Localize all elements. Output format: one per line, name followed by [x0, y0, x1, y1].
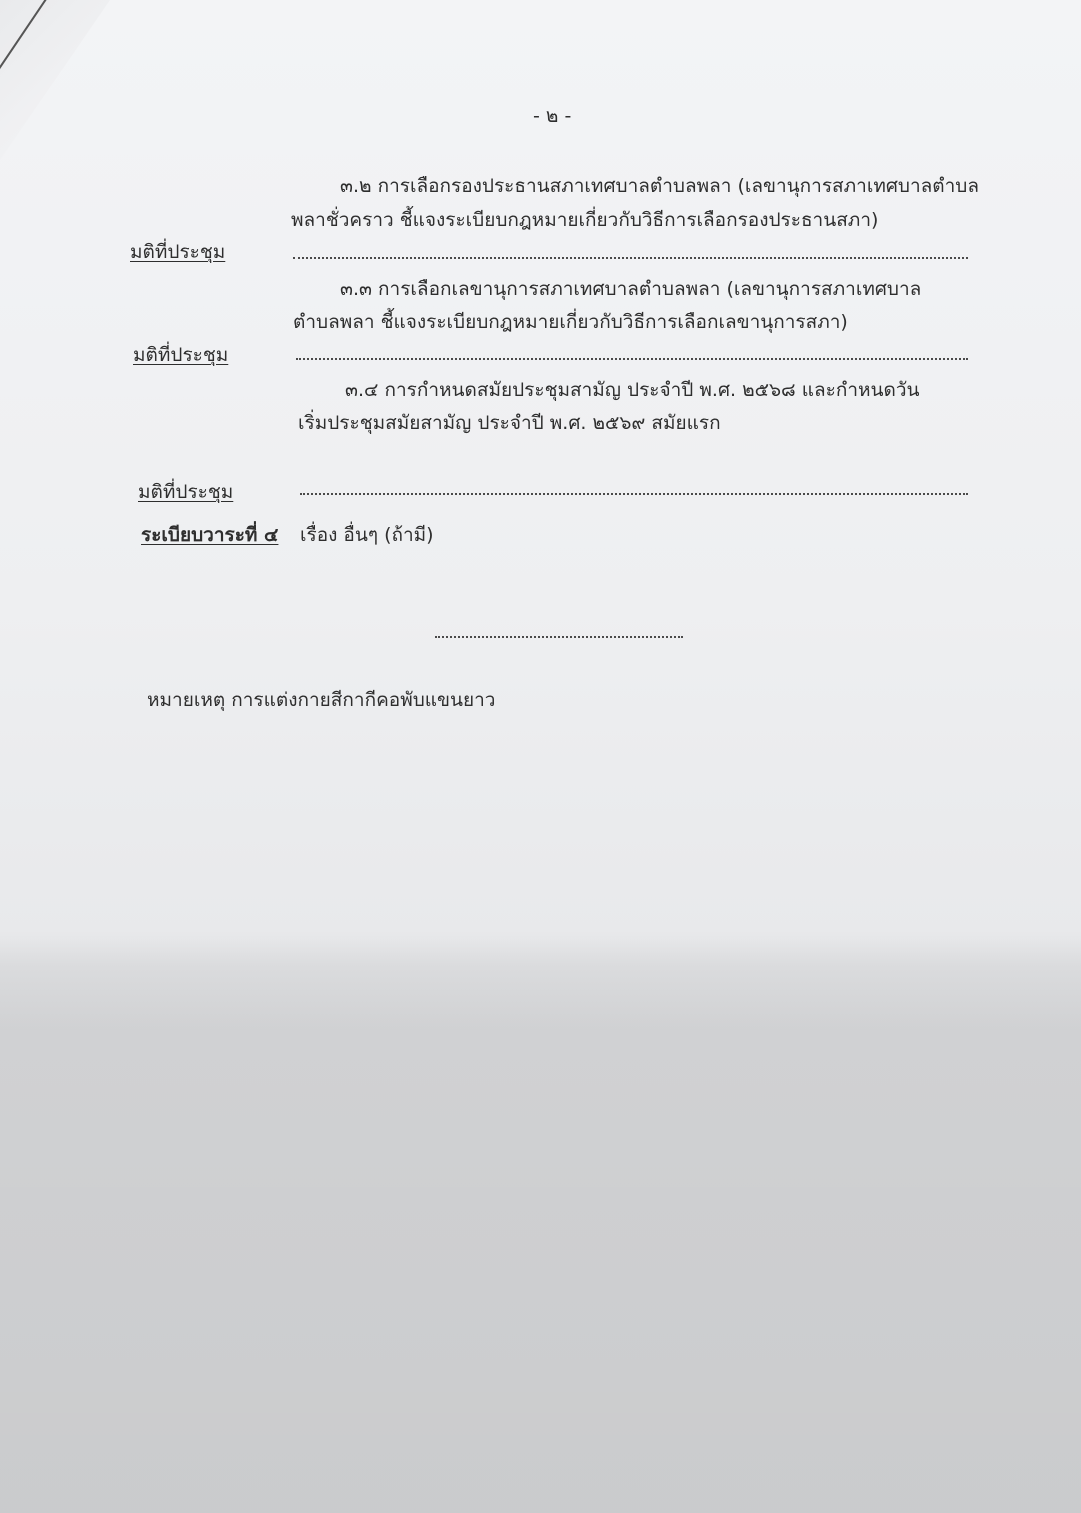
- note-text: หมายเหตุ การแต่งกายสีกากีคอพับแขนยาว: [147, 689, 496, 711]
- resolution-fill-line-2: [296, 358, 968, 360]
- resolution-label-2: มติที่ประชุม: [133, 344, 229, 366]
- resolution-fill-line-1: [293, 257, 968, 259]
- page-number: - ๒ -: [533, 105, 572, 127]
- agenda-4-label: ระเบียบวาระที่ ๔: [141, 524, 279, 546]
- item-3-2-line-2: พลาชั่วคราว ชี้แจงระเบียบกฎหมายเกี่ยวกับวิธีการเลือกรองประธานสภา): [291, 209, 879, 231]
- resolution-label-1: มติที่ประชุม: [130, 241, 226, 263]
- resolution-label-3: มติที่ประชุม: [138, 481, 234, 503]
- item-3-3-line-1: ๓.๓ การเลือกเลขานุการสภาเทศบาลตำบลพลา (เลขานุการสภาเทศบาล: [340, 278, 922, 300]
- item-3-4-line-2: เริ่มประชุมสมัยสามัญ ประจำปี พ.ศ. ๒๕๖๙ สมัยแรก: [298, 412, 721, 434]
- resolution-fill-line-3: [300, 493, 968, 495]
- item-3-2-line-1: ๓.๒ การเลือกรองประธานสภาเทศบาลตำบลพลา (เลขานุการสภาเทศบาลตำบล: [340, 175, 979, 197]
- signature-line: [435, 636, 683, 638]
- item-3-3-line-2: ตำบลพลา ชี้แจงระเบียบกฎหมายเกี่ยวกับวิธีการเลือกเลขานุการสภา): [293, 311, 848, 333]
- item-3-4-line-1: ๓.๔ การกำหนดสมัยประชุมสามัญ ประจำปี พ.ศ. ๒๕๖๘ และกำหนดวัน: [345, 379, 920, 401]
- agenda-4-text: เรื่อง อื่นๆ (ถ้ามี): [300, 524, 434, 546]
- underlying-page-corner: [0, 0, 110, 160]
- shadow-overlay: [0, 930, 1081, 1513]
